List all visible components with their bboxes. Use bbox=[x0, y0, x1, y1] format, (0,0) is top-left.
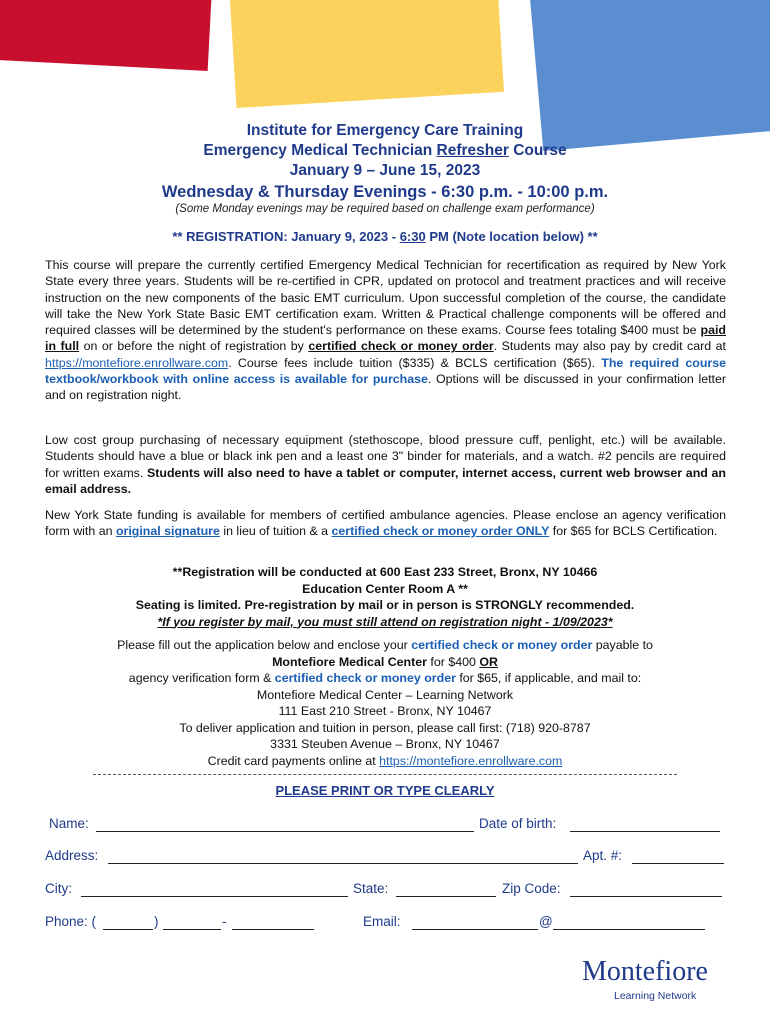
equipment-paragraph: Low cost group purchasing of necessary equipment (stethoscope, blood pressure cuff, penlight, etc.) will be available. Students should have a blue or black ink pen and a least one 3" binder for materials, and a watch. #2 pencils are required for written exams. Students will also need to have a tablet or computer, internet access, current web browser and an email address. bbox=[45, 433, 726, 496]
enrollware-link[interactable]: https://montefiore.enrollware.com bbox=[45, 355, 229, 370]
institute-title: Institute for Emergency Care Training bbox=[246, 122, 524, 139]
registration-line: ** REGISTRATION: January 9, 2023 - 6:30 PM (Note location below) ** bbox=[172, 229, 598, 244]
tablet-requirement: Students will also need to have a tablet or computer, internet access, current web browser and an email address. bbox=[45, 465, 726, 496]
course-dates: January 9 – June 15, 2023 bbox=[289, 162, 481, 179]
apt-label: Apt. #: bbox=[583, 848, 623, 863]
phone-prefix-field[interactable] bbox=[163, 915, 221, 930]
check-only-text: certified check or money order ONLY bbox=[331, 524, 550, 539]
address-field[interactable] bbox=[108, 849, 578, 864]
apt-field[interactable] bbox=[632, 849, 724, 864]
dob-label: Date of birth: bbox=[479, 816, 557, 831]
certified-check-text: certified check or money order bbox=[308, 339, 494, 354]
email-at: @ bbox=[539, 914, 553, 929]
registration-location: **Registration will be conducted at 600 East 233 Street, Bronx, NY 10466 Education Center Room A ** Seating is limited. Pre-registration by mail or in person is STRONGLY recommended. *If you register by mail, you must still attend on registration night - 1/09/2023* bbox=[135, 565, 635, 629]
course-title: Emergency Medical Technician Refresher Course bbox=[203, 142, 567, 159]
montefiore-logo: Montefiore bbox=[582, 956, 708, 987]
phone-area-field[interactable] bbox=[103, 915, 153, 930]
email-label: Email: bbox=[363, 914, 401, 929]
phone-line-field[interactable] bbox=[232, 915, 314, 930]
yellow-banner-shape bbox=[228, 0, 504, 108]
red-banner-shape bbox=[0, 0, 212, 71]
course-description: This course will prepare the currently certified Emergency Medical Technician for recertification as required by New York State every three years. Students will be re-certified in CPR, updated on protocol and treatment practices and will receive instruction on the new components of the basic EMT curriculum. Upon successful completion of the course, the candidate will take the New York State Basic EMT certification exam. Written & Practical challenge components will be offered and required classes will be determined by the student's performance on these exams. Course fees totaling $400 must be paid in full on or before the night of registration by certified check or money order. Students may also pay by credit card at https://montefiore.enrollware.com. Course fees include tuition ($335) & BCLS certification ($65). The required course textbook/workbook with online access is available for purchase. Options will be discussed in your confirmation letter and on registration night. bbox=[45, 258, 726, 403]
zip-label: Zip Code: bbox=[502, 881, 561, 896]
phone-label: Phone: ( bbox=[45, 914, 97, 929]
refresher-word: Refresher bbox=[436, 142, 509, 159]
mailing-instructions: Please fill out the application below and enclose your certified check or money order payable to Montefiore Medical Center for $400 OR agency verification form & certified check or money order for $65, if applicable, and mail to: Montefiore Medical Center – Learning Network 111 East 210 Street - Bronx, NY 10467 To deliver application and tuition in person, please call first: (718) 920-8787 3331 Steuben Avenue – Bronx, NY 10467 Credit card payments online at https://montefiore.enrollware.com bbox=[117, 638, 653, 768]
schedule-note: (Some Monday evenings may be required based on challenge exam performance) bbox=[175, 203, 595, 215]
enrollware-link-2[interactable]: https://montefiore.enrollware.com bbox=[379, 753, 563, 768]
zip-field[interactable] bbox=[570, 882, 722, 897]
email-domain-field[interactable] bbox=[553, 915, 705, 930]
dob-field[interactable] bbox=[570, 817, 720, 832]
original-signature-text: original signature bbox=[115, 524, 220, 539]
city-field[interactable] bbox=[81, 882, 348, 897]
textbook-note: The required course textbook/workbook with online access is available for purchase bbox=[45, 355, 726, 387]
course-schedule: Wednesday & Thursday Evenings - 6:30 p.m. - 10:00 p.m. bbox=[161, 183, 609, 201]
city-label: City: bbox=[45, 881, 72, 896]
paid-in-full: paid in full bbox=[45, 323, 726, 354]
learning-network-text: Learning Network bbox=[614, 990, 697, 1002]
name-label: Name: bbox=[49, 816, 89, 831]
phone-paren: ) bbox=[154, 914, 159, 929]
address-label: Address: bbox=[45, 848, 99, 863]
phone-dash: - bbox=[222, 914, 227, 929]
form-heading: PLEASE PRINT OR TYPE CLEARLY bbox=[275, 783, 495, 798]
state-label: State: bbox=[353, 881, 389, 896]
email-user-field[interactable] bbox=[412, 915, 538, 930]
dashed-divider bbox=[93, 774, 677, 775]
name-field[interactable] bbox=[96, 817, 474, 832]
state-field[interactable] bbox=[396, 882, 496, 897]
funding-paragraph: New York State funding is available for members of certified ambulance agencies. Please enclose an agency verification form with an original signature in lieu of tuition & a certified check or money order ONLY for $65 for BCLS Certification. bbox=[45, 508, 726, 539]
